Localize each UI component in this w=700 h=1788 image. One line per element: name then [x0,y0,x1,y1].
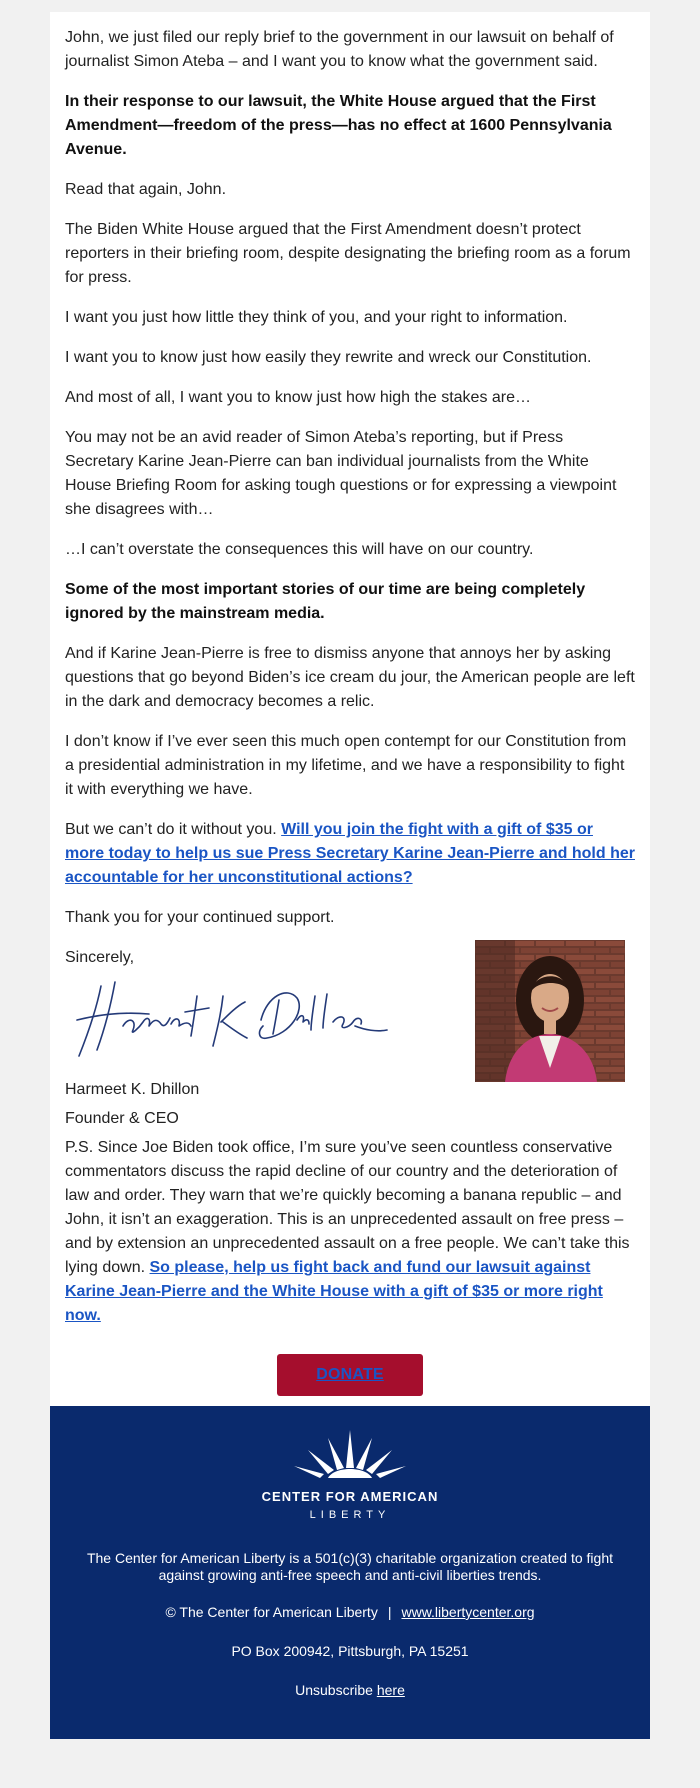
website-link[interactable]: www.libertycenter.org [401,1604,535,1620]
paragraph-3: Read that again, John. [65,181,227,198]
appeal-lead: But we can’t do it without you. [65,821,282,838]
signer-title: Founder & CEO [65,1110,179,1127]
unsubscribe-link[interactable]: here [376,1682,405,1698]
signoff: Sincerely, [65,949,135,966]
paragraph-6: I want you to know just how easily they rewrite and wreck our Constitution. [65,349,592,366]
unsubscribe-row [80,1682,620,1699]
separator: | [387,1604,392,1620]
paragraph-1: John, we just filed our reply brief to the government in our lawsuit on behalf of journalist Simon Ateba – and I want you to know what the government said. [65,29,614,70]
footer-description: The Center for American Liberty is a 501(c)(3) charitable organization created to fight against growing anti-free speech and anti-civil liberties trends. [86,1550,614,1583]
paragraph-10-bold: Some of the most important stories of our time are being completely ignored by the mainstream media. [65,581,586,622]
paragraph-7: And most of all, I want you to know just how high the stakes are… [65,389,532,406]
footer-logo-subtitle: LIBERTY [309,1509,391,1521]
donate-button[interactable]: DONATE [277,1354,423,1396]
signature-block [65,946,635,1136]
unsubscribe-prefix: Unsubscribe [295,1682,377,1698]
footer-address: PO Box 200942, Pittsburgh, PA 15251 [231,1643,469,1659]
sunburst-logo-icon [290,1428,410,1478]
thanks-line: Thank you for your continued support. [65,909,335,926]
ps-text: P.S. Since Joe Biden took office, I’m sure you’ve seen countless conservative commentators discuss the rapid decline of our country and the deterioration of law and order. They warn that we’re quickly becoming a banana republic – and John, it isn’t an exaggeration. This is an unprecedented assault on free press – and by extension an unprecedented assault on a free people. We can’t take this lying down. [65,1139,630,1276]
donate-appeal-link[interactable]: Will you join the fight with a gift of $35 or more today to help us sue Press Secretary Karine Jean-Pierre and hold her accountable for her unconstitutional actions? [65,821,635,886]
donate-row [65,1344,635,1406]
signer-name: Harmeet K. Dhillon [65,1081,200,1098]
footer-logo-title: CENTER FOR AMERICAN [261,1489,439,1504]
ps-paragraph [65,1136,635,1328]
portrait-photo [475,940,625,1082]
footer [50,1406,650,1739]
paragraph-2-bold: In their response to our lawsuit, the White House argued that the First Amendment—freedom of the press—has no effect at 1600 Pennsylvania Avenue. [65,93,612,158]
footer-copyright-row [80,1604,620,1621]
appeal-paragraph [65,818,635,890]
paragraph-8: You may not be an avid reader of Simon Ateba’s reporting, but if Press Secretary Karine Jean-Pierre can ban individual journalists from the White House Briefing Room for asking tough questions or for expressing a viewpoint she disagrees with… [65,429,617,518]
paragraph-5: I want you just how little they think of you, and your right to information. [65,309,568,326]
paragraph-12: I don’t know if I’ve ever seen this much open contempt for our Constitution from a presidential administration in my lifetime, and we have a responsibility to fight it with everything we have. [65,733,627,798]
email-body [50,12,650,1739]
paragraph-4: The Biden White House argued that the First Amendment doesn’t protect reporters in their briefing room, despite designating the briefing room as a forum for press. [65,221,631,286]
ps-donate-link[interactable]: So please, help us fight back and fund our lawsuit against Karine Jean-Pierre and the White House with a gift of $35 or more right now. [65,1259,603,1324]
paragraph-9: …I can’t overstate the consequences this will have on our country. [65,541,534,558]
email-content [50,12,650,1406]
paragraph-11: And if Karine Jean-Pierre is free to dismiss anyone that annoys her by asking questions that go beyond Biden’s ice cream du jour, the American people are left in the dark and democracy becomes a relic. [65,645,635,710]
signature-image [71,976,391,1066]
copyright-text: © The Center for American Liberty [165,1604,378,1620]
